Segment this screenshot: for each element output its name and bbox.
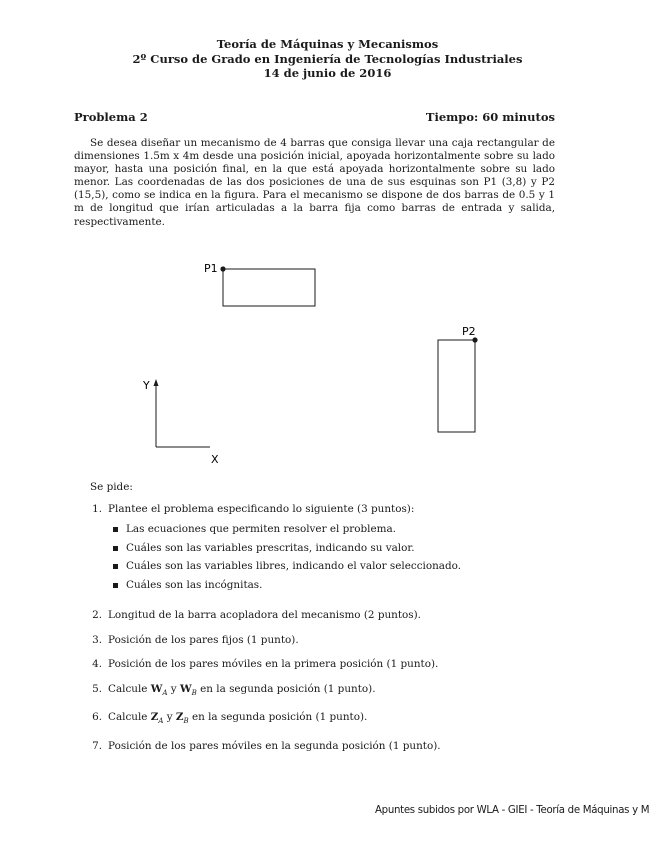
task-text-post: en la segunda posición (1 punto). [196,682,376,695]
vector-symbol: W [179,682,192,695]
task-number: 5. [92,682,102,695]
p2-label: P2 [462,325,476,338]
p1-marker-icon [220,266,225,271]
task-text: Posición de los pares móviles en la primera posición (1 punto). [108,658,439,671]
task-number: 3. [92,633,102,646]
task-text [108,682,376,700]
bullet-square-icon [113,583,118,588]
vector-subscript: B [183,717,189,726]
task-number: 6. [92,711,102,724]
bullet-square-icon [113,527,118,532]
subtask-text: Cuáles son las variables libres, indicando el valor seleccionado. [126,560,462,573]
task-text: Posición de los pares móviles en la segunda posición (1 punto). [108,739,441,752]
subtask-text: Cuáles son las variables prescritas, indicando su valor. [126,541,415,554]
time-limit: Tiempo: 60 minutos [425,110,555,124]
task-number: 1. [92,503,102,515]
subtask-item [108,542,461,555]
footer-watermark: Apuntes subidos por WLA - GIEI - Teoría de Máquinas y M [375,805,650,816]
course-name: 2º Curso de Grado en Ingeniería de Tecnologías Industriales [132,51,523,66]
x-axis-label: X [211,453,219,466]
task-item-2 [70,608,570,622]
task-text [108,710,367,728]
problem-statement: Se desea diseñar un mecanismo de 4 barras que consiga llevar una caja rectangular de dimensiones 1.5m x 4m desde una posición inicial, apoyada horizontalmente sobre su lado mayor, hasta una posición final, en la que está apoyada horizontalmente sobre su lado menor. Las coordenadas de las dos posiciones de una de sus esquinas son P1 (3,8) y P2 (15,5), como se indica en la figura. Para el mecanismo se dispone de dos barras de 0.5 y 1 m de longitud que irían articuladas a la barra fija como barras de entrada y salida, respectivamente. [74,137,555,228]
y-axis-label: Y [143,379,150,392]
p1-label: P1 [204,262,218,275]
course-title: Teoría de Máquinas y Mecanismos [216,37,439,51]
task-item-4 [70,657,570,671]
document-header [0,37,655,81]
vector-subscript: A [162,688,168,697]
bullet-square-icon [113,546,118,551]
task-text-pre: Calcule [108,682,151,695]
tasks-intro: Se pide: [90,481,133,493]
problem-label: Problema 2 [74,110,148,124]
task-list [70,502,570,763]
subtask-list [108,523,461,592]
exam-date: 14 de junio de 2016 [263,66,392,80]
subtask-item [108,579,461,592]
task-text-pre: Calcule [108,711,151,724]
task-item-7 [70,739,570,753]
task-text-mid: y [163,711,176,724]
subtask-text: Las ecuaciones que permiten resolver el problema. [126,523,396,535]
task-number: 7. [92,739,102,752]
subtask-item [108,560,461,573]
vector-subscript: B [191,688,197,697]
positions-figure [140,255,500,470]
p2-marker-icon [472,337,477,342]
task-number: 2. [92,609,102,622]
box-position-1 [223,269,315,306]
y-axis-arrow-icon [154,379,159,386]
task-text: Plantee el problema especificando lo siguiente (3 puntos): [108,503,415,515]
task-text: Posición de los pares fijos (1 punto). [108,633,299,646]
subtask-text: Cuáles son las incógnitas. [126,579,263,592]
subtask-item [108,523,461,536]
task-item-6 [70,710,570,728]
box-position-2 [438,340,475,432]
task-item-5 [70,682,570,700]
task-number: 4. [92,658,102,671]
vector-symbol: Z [175,711,184,724]
bullet-square-icon [113,564,118,569]
task-item-3 [70,633,570,647]
vector-symbol: Z [150,711,159,724]
vector-symbol: W [150,682,163,695]
vector-subscript: A [158,717,164,726]
task-text-mid: y [167,682,180,695]
task-text-post: en la segunda posición (1 punto). [188,711,368,724]
problem-heading-row [74,110,555,124]
task-item-1 [70,502,570,598]
task-text: Longitud de la barra acopladora del mecanismo (2 puntos). [108,609,421,622]
